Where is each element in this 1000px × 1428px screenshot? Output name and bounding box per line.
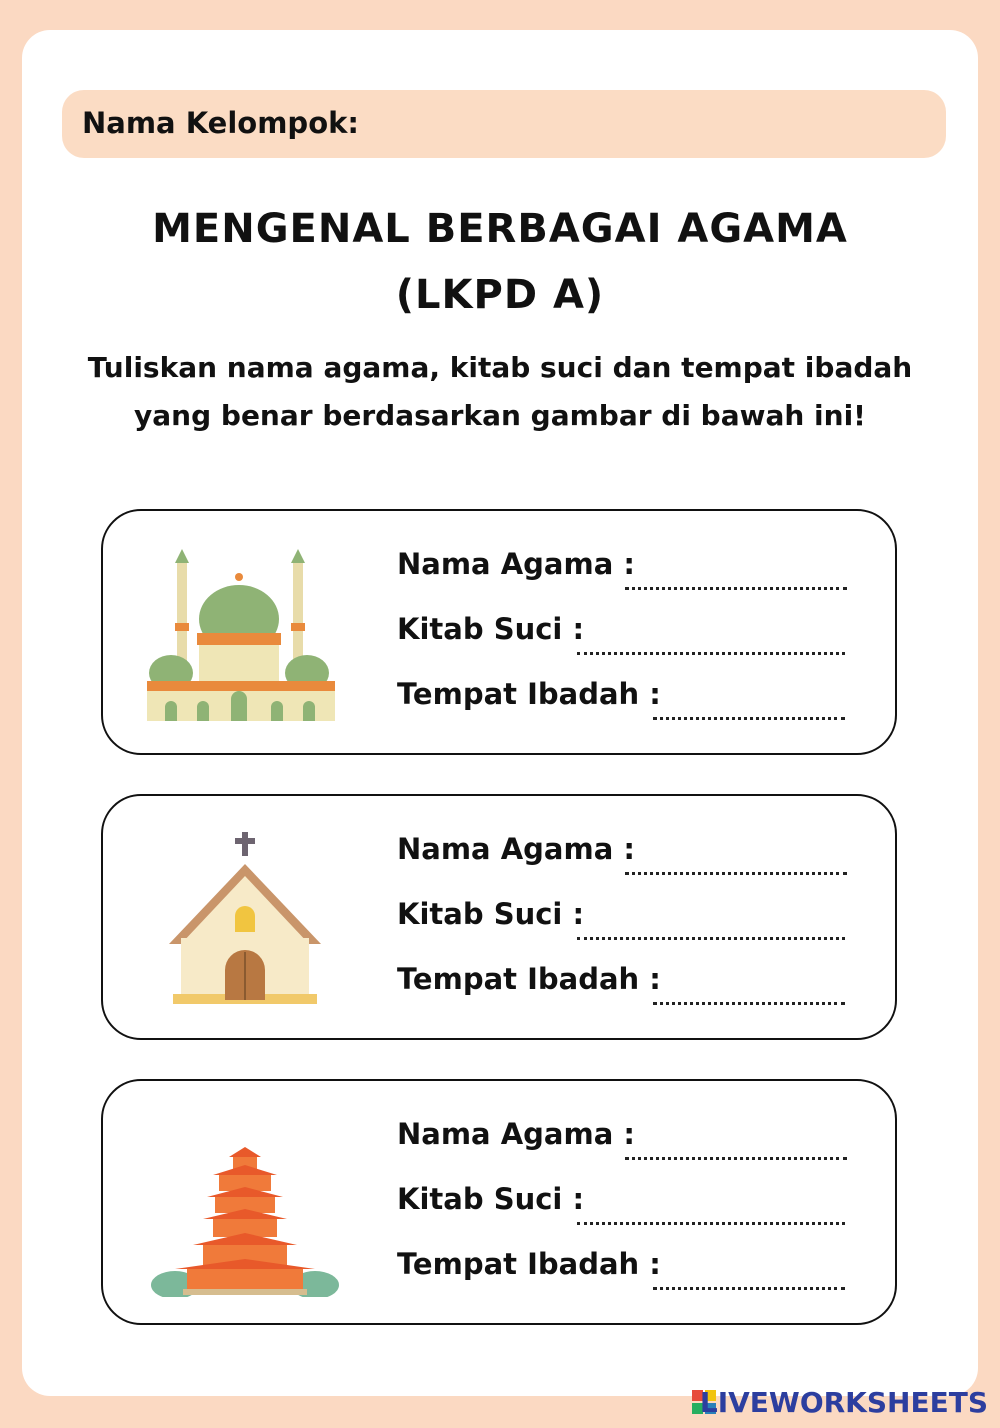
field-kitab-suci-label: Kitab Suci : [397, 897, 585, 931]
answer-line-nama-agama[interactable] [625, 1157, 847, 1160]
church-icon [147, 828, 347, 1012]
question-card-2 [101, 794, 897, 1040]
answer-line-kitab-suci[interactable] [577, 1222, 845, 1225]
field-kitab-suci-label: Kitab Suci : [397, 612, 585, 646]
answer-line-nama-agama[interactable] [625, 587, 847, 590]
answer-line-kitab-suci[interactable] [577, 937, 845, 940]
answer-line-nama-agama[interactable] [625, 872, 847, 875]
group-name-label: Nama Kelompok: [82, 106, 360, 140]
liveworksheets-brand: LIVEWORKSHEETS [699, 1386, 988, 1419]
answer-line-tempat-ibadah[interactable] [653, 717, 845, 720]
field-tempat-ibadah-label: Tempat Ibadah : [397, 677, 661, 711]
field-kitab-suci-label: Kitab Suci : [397, 1182, 585, 1216]
instruction-line-2: yang benar berdasarkan gambar di bawah ini! [134, 399, 866, 432]
field-tempat-ibadah-label: Tempat Ibadah : [397, 1247, 661, 1281]
instruction-text [0, 344, 1000, 440]
worksheet-subtitle: (LKPD A) [395, 272, 605, 318]
answer-line-tempat-ibadah[interactable] [653, 1287, 845, 1290]
field-tempat-ibadah-label: Tempat Ibadah : [397, 962, 661, 996]
field-nama-agama-label: Nama Agama : [397, 1117, 635, 1151]
question-card-3 [101, 1079, 897, 1325]
question-card-1 [101, 509, 897, 755]
field-nama-agama-label: Nama Agama : [397, 547, 635, 581]
pagoda-temple-icon [147, 1113, 347, 1297]
answer-line-tempat-ibadah[interactable] [653, 1002, 845, 1005]
instruction-line-1: Tuliskan nama agama, kitab suci dan tempat ibadah [87, 351, 913, 384]
field-nama-agama-label: Nama Agama : [397, 832, 635, 866]
mosque-icon [147, 543, 347, 727]
answer-line-kitab-suci[interactable] [577, 652, 845, 655]
worksheet-title: MENGENAL BERBAGAI AGAMA [152, 206, 848, 252]
